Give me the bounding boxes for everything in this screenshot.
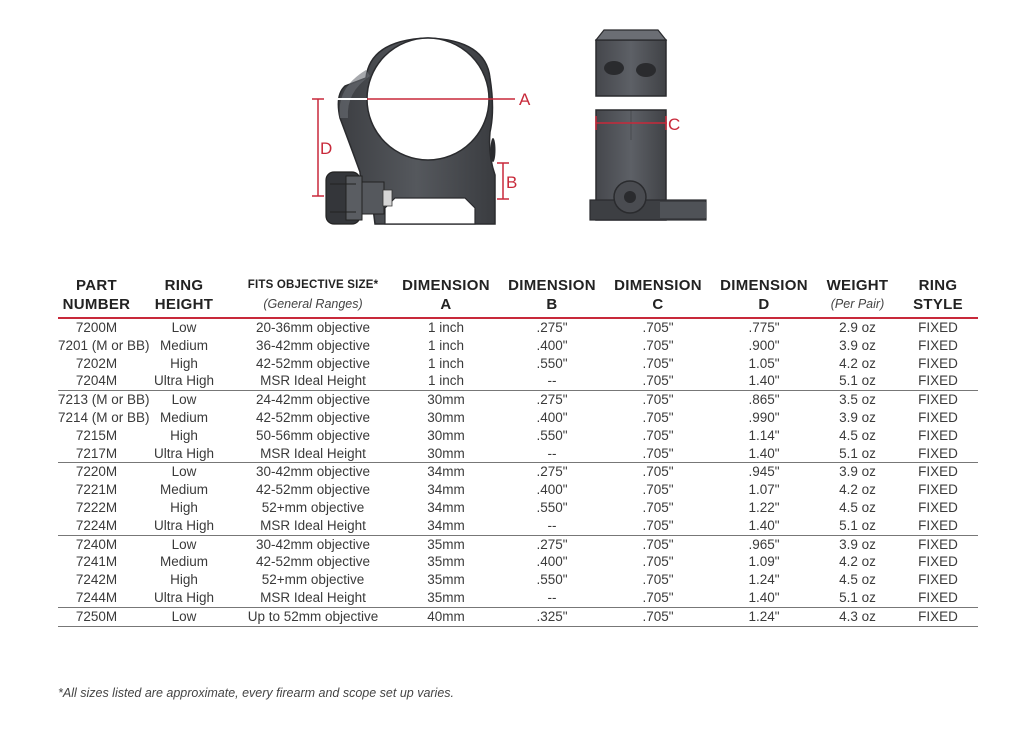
table-row [58, 517, 978, 535]
cell-ring-height: Low [171, 464, 197, 480]
cell-dimension-c: .705" [642, 554, 674, 570]
header-dimension-b: DIMENSION B [508, 277, 596, 313]
cell-dimension-c: .705" [642, 373, 674, 389]
cell-dimension-d: 1.40" [748, 517, 780, 533]
cell-dimension-c: .705" [642, 337, 674, 353]
cell-weight: 4.3 oz [839, 608, 876, 624]
header-part-number: PART NUMBER [62, 277, 131, 313]
cell-weight: 3.5 oz [839, 392, 876, 408]
cell-ring-height: Medium [159, 337, 208, 353]
cell-part-number: 7217M [75, 445, 118, 461]
cell-dimension-a: 1 inch [427, 320, 465, 335]
cell-ring-height: High [170, 499, 198, 515]
cell-part-number: 7204M [75, 373, 118, 389]
cell-dimension-a: 35mm [427, 536, 465, 552]
cell-dimension-a: 34mm [427, 464, 465, 480]
cell-ring-height: High [170, 355, 198, 371]
table-row [58, 607, 978, 626]
cell-ring-height: High [170, 572, 198, 588]
cell-dimension-a: 40mm [427, 608, 465, 624]
cell-dimension-a: 30mm [427, 392, 465, 408]
table-row [58, 481, 978, 499]
cell-weight: 5.1 oz [839, 373, 876, 389]
cell-part-number: 7202M [75, 355, 118, 371]
table-row [58, 337, 978, 355]
header-weight: WEIGHT (Per Pair) [826, 277, 889, 311]
ring-side-view [590, 30, 706, 220]
table-row [58, 409, 978, 427]
cell-objective-size: MSR Ideal Height [260, 517, 366, 533]
cell-objective-size: 52+mm objective [261, 572, 365, 588]
cell-ring-style: FIXED [918, 445, 958, 461]
table-row [58, 318, 978, 337]
cell-objective-size: 30-42mm objective [255, 464, 371, 480]
cell-ring-style: FIXED [918, 517, 958, 533]
table-row [58, 589, 978, 607]
cell-ring-height: Ultra High [153, 373, 215, 389]
cell-objective-size: 42-52mm objective [255, 554, 371, 570]
cell-dimension-b: .275" [536, 320, 568, 335]
cell-ring-style: FIXED [918, 337, 958, 353]
cell-weight: 4.2 oz [839, 355, 876, 371]
cell-ring-height: Ultra High [153, 445, 215, 461]
cell-weight: 4.2 oz [839, 482, 876, 498]
cell-dimension-a: 34mm [427, 517, 465, 533]
table-row [58, 391, 978, 409]
cell-dimension-b: .325" [536, 608, 568, 624]
cell-part-number: 7250M [75, 608, 118, 624]
cell-weight: 5.1 oz [839, 517, 876, 533]
cell-part-number: 7220M [75, 464, 118, 480]
dimension-a-label: A [519, 90, 531, 109]
cell-dimension-c: .705" [642, 392, 674, 408]
header-dimension-d: DIMENSION D [720, 277, 808, 313]
cell-part-number: 7224M [75, 517, 118, 533]
cell-dimension-b: .550" [536, 355, 568, 371]
cell-part-number: 7222M [75, 499, 118, 515]
cell-ring-style: FIXED [918, 392, 958, 408]
cell-dimension-d: .900" [748, 337, 780, 353]
cell-dimension-a: 35mm [427, 572, 465, 588]
table-row [58, 372, 978, 390]
footnote: *All sizes listed are approximate, every firearm and scope set up varies. [58, 686, 455, 700]
cell-weight: 3.9 oz [839, 409, 876, 425]
header-objective-size: FITS OBJECTIVE SIZE* (General Ranges) [247, 279, 379, 311]
cell-dimension-a: 34mm [427, 482, 465, 498]
cell-weight: 4.5 oz [839, 499, 876, 515]
cell-ring-style: FIXED [918, 427, 958, 443]
cell-dimension-c: .705" [642, 409, 674, 425]
cell-dimension-c: .705" [642, 572, 674, 588]
cell-weight: 4.2 oz [839, 554, 876, 570]
cell-objective-size: 24-42mm objective [255, 392, 371, 408]
scope-ring-diagram [0, 0, 1034, 250]
spec-table [58, 276, 978, 627]
cell-dimension-b: -- [547, 445, 557, 461]
cell-ring-style: FIXED [918, 554, 958, 570]
cell-objective-size: 20-36mm objective [255, 320, 371, 335]
cell-dimension-d: 1.14" [748, 427, 780, 443]
cell-dimension-c: .705" [642, 427, 674, 443]
cell-ring-style: FIXED [918, 536, 958, 552]
cell-dimension-a: 35mm [427, 589, 465, 605]
cell-part-number: 7214 (M or BB) [58, 409, 150, 425]
cell-dimension-d: 1.09" [748, 554, 780, 570]
cell-weight: 4.5 oz [839, 572, 876, 588]
cell-weight: 3.9 oz [839, 464, 876, 480]
table-group-35mm [58, 535, 978, 607]
cell-dimension-a: 34mm [427, 499, 465, 515]
cell-dimension-d: 1.40" [748, 445, 780, 461]
table-row [58, 553, 978, 571]
cell-dimension-d: .990" [748, 409, 780, 425]
cell-dimension-a: 30mm [427, 445, 465, 461]
cell-objective-size: MSR Ideal Height [260, 373, 366, 389]
header-ring-height: RING HEIGHT [154, 277, 214, 313]
table-group-30mm [58, 391, 978, 463]
cell-part-number: 7215M [75, 427, 118, 443]
dimension-c-label: C [668, 115, 681, 134]
cell-ring-style: FIXED [918, 355, 958, 371]
cell-dimension-a: 35mm [427, 554, 465, 570]
cell-dimension-c: .705" [642, 482, 674, 498]
cell-dimension-c: .705" [642, 517, 674, 533]
cell-dimension-a: 1 inch [427, 355, 465, 371]
cell-dimension-c: .705" [642, 320, 674, 335]
cell-dimension-c: .705" [642, 536, 674, 552]
cell-objective-size: MSR Ideal Height [260, 589, 366, 605]
cell-part-number: 7213 (M or BB) [58, 392, 150, 408]
cell-weight: 2.9 oz [839, 320, 876, 335]
cell-dimension-d: .775" [748, 320, 780, 335]
cell-dimension-a: 1 inch [427, 337, 465, 353]
cell-objective-size: 36-42mm objective [255, 337, 371, 353]
table-group-40mm [58, 607, 978, 626]
cell-dimension-c: .705" [642, 355, 674, 371]
cell-dimension-d: 1.07" [748, 482, 780, 498]
cell-part-number: 7244M [75, 589, 118, 605]
cell-weight: 4.5 oz [839, 427, 876, 443]
cell-dimension-d: .865" [748, 392, 780, 408]
table-group-1-inch [58, 318, 978, 391]
cell-dimension-d: 1.40" [748, 589, 780, 605]
cell-part-number: 7241M [75, 554, 118, 570]
cell-dimension-a: 30mm [427, 427, 465, 443]
cell-ring-style: FIXED [918, 572, 958, 588]
cell-dimension-a: 30mm [427, 409, 465, 425]
table-row [58, 355, 978, 373]
cell-dimension-b: -- [547, 589, 557, 605]
cell-dimension-d: 1.24" [748, 572, 780, 588]
cell-weight: 5.1 oz [839, 589, 876, 605]
cell-dimension-c: .705" [642, 445, 674, 461]
table-group-34mm [58, 463, 978, 535]
cell-ring-style: FIXED [918, 482, 958, 498]
cell-objective-size: 50-56mm objective [255, 427, 371, 443]
cell-ring-style: FIXED [918, 320, 958, 335]
table-row [58, 571, 978, 589]
cell-ring-style: FIXED [918, 409, 958, 425]
table-row [58, 535, 978, 553]
cell-objective-size: 52+mm objective [261, 499, 365, 515]
cell-dimension-b: .550" [536, 427, 568, 443]
cell-ring-height: High [170, 427, 198, 443]
table-row [58, 463, 978, 481]
cell-ring-height: Medium [159, 554, 208, 570]
header-ring-style: RING STYLE [913, 277, 963, 313]
cell-dimension-b: .400" [536, 409, 568, 425]
cell-weight: 5.1 oz [839, 445, 876, 461]
cell-dimension-c: .705" [642, 499, 674, 515]
cell-dimension-d: .945" [748, 464, 780, 480]
cell-objective-size: MSR Ideal Height [260, 445, 366, 461]
cell-ring-height: Medium [159, 482, 208, 498]
cell-dimension-a: 1 inch [427, 373, 465, 389]
ring-front-view [326, 38, 496, 224]
table-row [58, 445, 978, 463]
cell-dimension-d: 1.40" [748, 373, 780, 389]
dimension-b-label: B [506, 173, 518, 192]
cell-dimension-c: .705" [642, 589, 674, 605]
cell-part-number: 7200M [75, 320, 118, 335]
cell-dimension-b: .550" [536, 572, 568, 588]
table-row [58, 499, 978, 517]
cell-part-number: 7240M [75, 536, 118, 552]
cell-dimension-b: .275" [536, 392, 568, 408]
cell-part-number: 7242M [75, 572, 118, 588]
cell-dimension-b: .275" [536, 464, 568, 480]
cell-dimension-d: 1.22" [748, 499, 780, 515]
header-dimension-a: DIMENSION A [402, 277, 490, 313]
cell-ring-style: FIXED [918, 464, 958, 480]
cell-dimension-b: .275" [536, 536, 568, 552]
cell-dimension-b: -- [547, 517, 557, 533]
cell-ring-height: Low [171, 392, 197, 408]
cell-ring-style: FIXED [918, 589, 958, 605]
cell-dimension-c: .705" [642, 464, 674, 480]
cell-objective-size: 42-52mm objective [255, 482, 371, 498]
cell-dimension-d: 1.05" [748, 355, 780, 371]
cell-objective-size: 42-52mm objective [255, 355, 371, 371]
header-dimension-c: DIMENSION C [614, 277, 702, 313]
cell-ring-height: Low [171, 536, 197, 552]
cell-dimension-b: .550" [536, 499, 568, 515]
cell-weight: 3.9 oz [839, 337, 876, 353]
cell-ring-height: Low [171, 608, 197, 624]
table-header-row [58, 276, 978, 318]
cell-ring-height: Ultra High [153, 517, 215, 533]
cell-ring-height: Medium [159, 409, 208, 425]
cell-part-number: 7221M [75, 482, 118, 498]
cell-objective-size: 30-42mm objective [255, 536, 371, 552]
cell-weight: 3.9 oz [839, 536, 876, 552]
cell-part-number: 7201 (M or BB) [58, 337, 150, 353]
cell-ring-style: FIXED [918, 608, 958, 624]
cell-dimension-c: .705" [642, 608, 674, 624]
cell-ring-height: Low [171, 320, 197, 335]
cell-objective-size: 42-52mm objective [255, 409, 371, 425]
cell-ring-style: FIXED [918, 373, 958, 389]
cell-dimension-b: .400" [536, 482, 568, 498]
table-row [58, 427, 978, 445]
cell-dimension-d: .965" [748, 536, 780, 552]
cell-objective-size: Up to 52mm objective [247, 608, 379, 624]
cell-ring-height: Ultra High [153, 589, 215, 605]
cell-dimension-b: .400" [536, 337, 568, 353]
cell-dimension-d: 1.24" [748, 608, 780, 624]
dimension-d-label: D [320, 139, 333, 158]
cell-dimension-b: .400" [536, 554, 568, 570]
cell-ring-style: FIXED [918, 499, 958, 515]
cell-dimension-b: -- [547, 373, 557, 389]
